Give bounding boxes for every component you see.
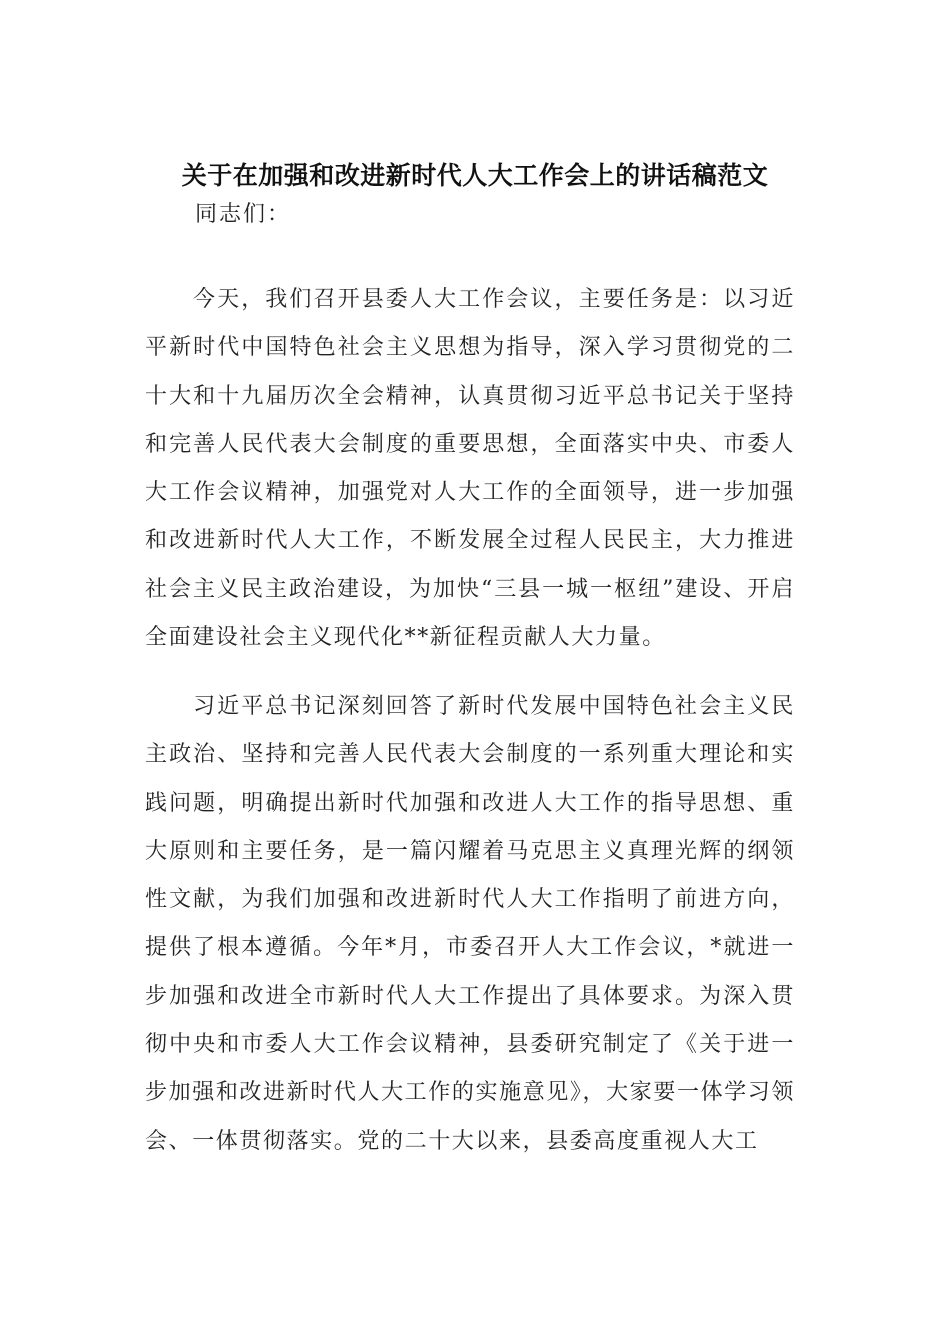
document-title: 关于在加强和改进新时代人大工作会上的讲话稿范文 <box>181 161 769 190</box>
paragraph-1: 今天，我们召开县委人大工作会议，主要任务是：以习近平新时代中国特色社会主义思想为指导，深入学习贯彻党的二十大和十九届历次全会精神，认真贯彻习近平总书记关于坚持和完善人民代表大会制度的重要思想，全面落实中央、市委人大工作会议精神，加强党对人大工作的全面领导，进一步加强和改进新时代人大工作，不断发展全过程人民民主，大力推进社会主义民主政治建设，为加快“三县一城一枢纽”建设、开启全面建设社会主义现代化**新征程贡献人大力量。 <box>145 287 795 651</box>
paragraph-2: 习近平总书记深刻回答了新时代发展中国特色社会主义民主政治、坚持和完善人民代表大会制度的一系列重大理论和实践问题，明确提出新时代加强和改进人大工作的指导思想、重大原则和主要任务，是一篇闪耀着马克思主义真理光辉的纲领性文献，为我们加强和改进新时代人大工作指明了前进方向，提供了根本遵循。今年*月，市委召开人大工作会议，*就进一步加强和改进全市新时代人大工作提出了具体要求。为深入贯彻中央和市委人大工作会议精神，县委研究制定了《关于进一步加强和改进新时代人大工作的实施意见》，大家要一体学习领会、一体贯彻落实。党的二十大以来，县委高度重视人大工 <box>145 694 795 1154</box>
salutation: 同志们： <box>195 202 292 227</box>
